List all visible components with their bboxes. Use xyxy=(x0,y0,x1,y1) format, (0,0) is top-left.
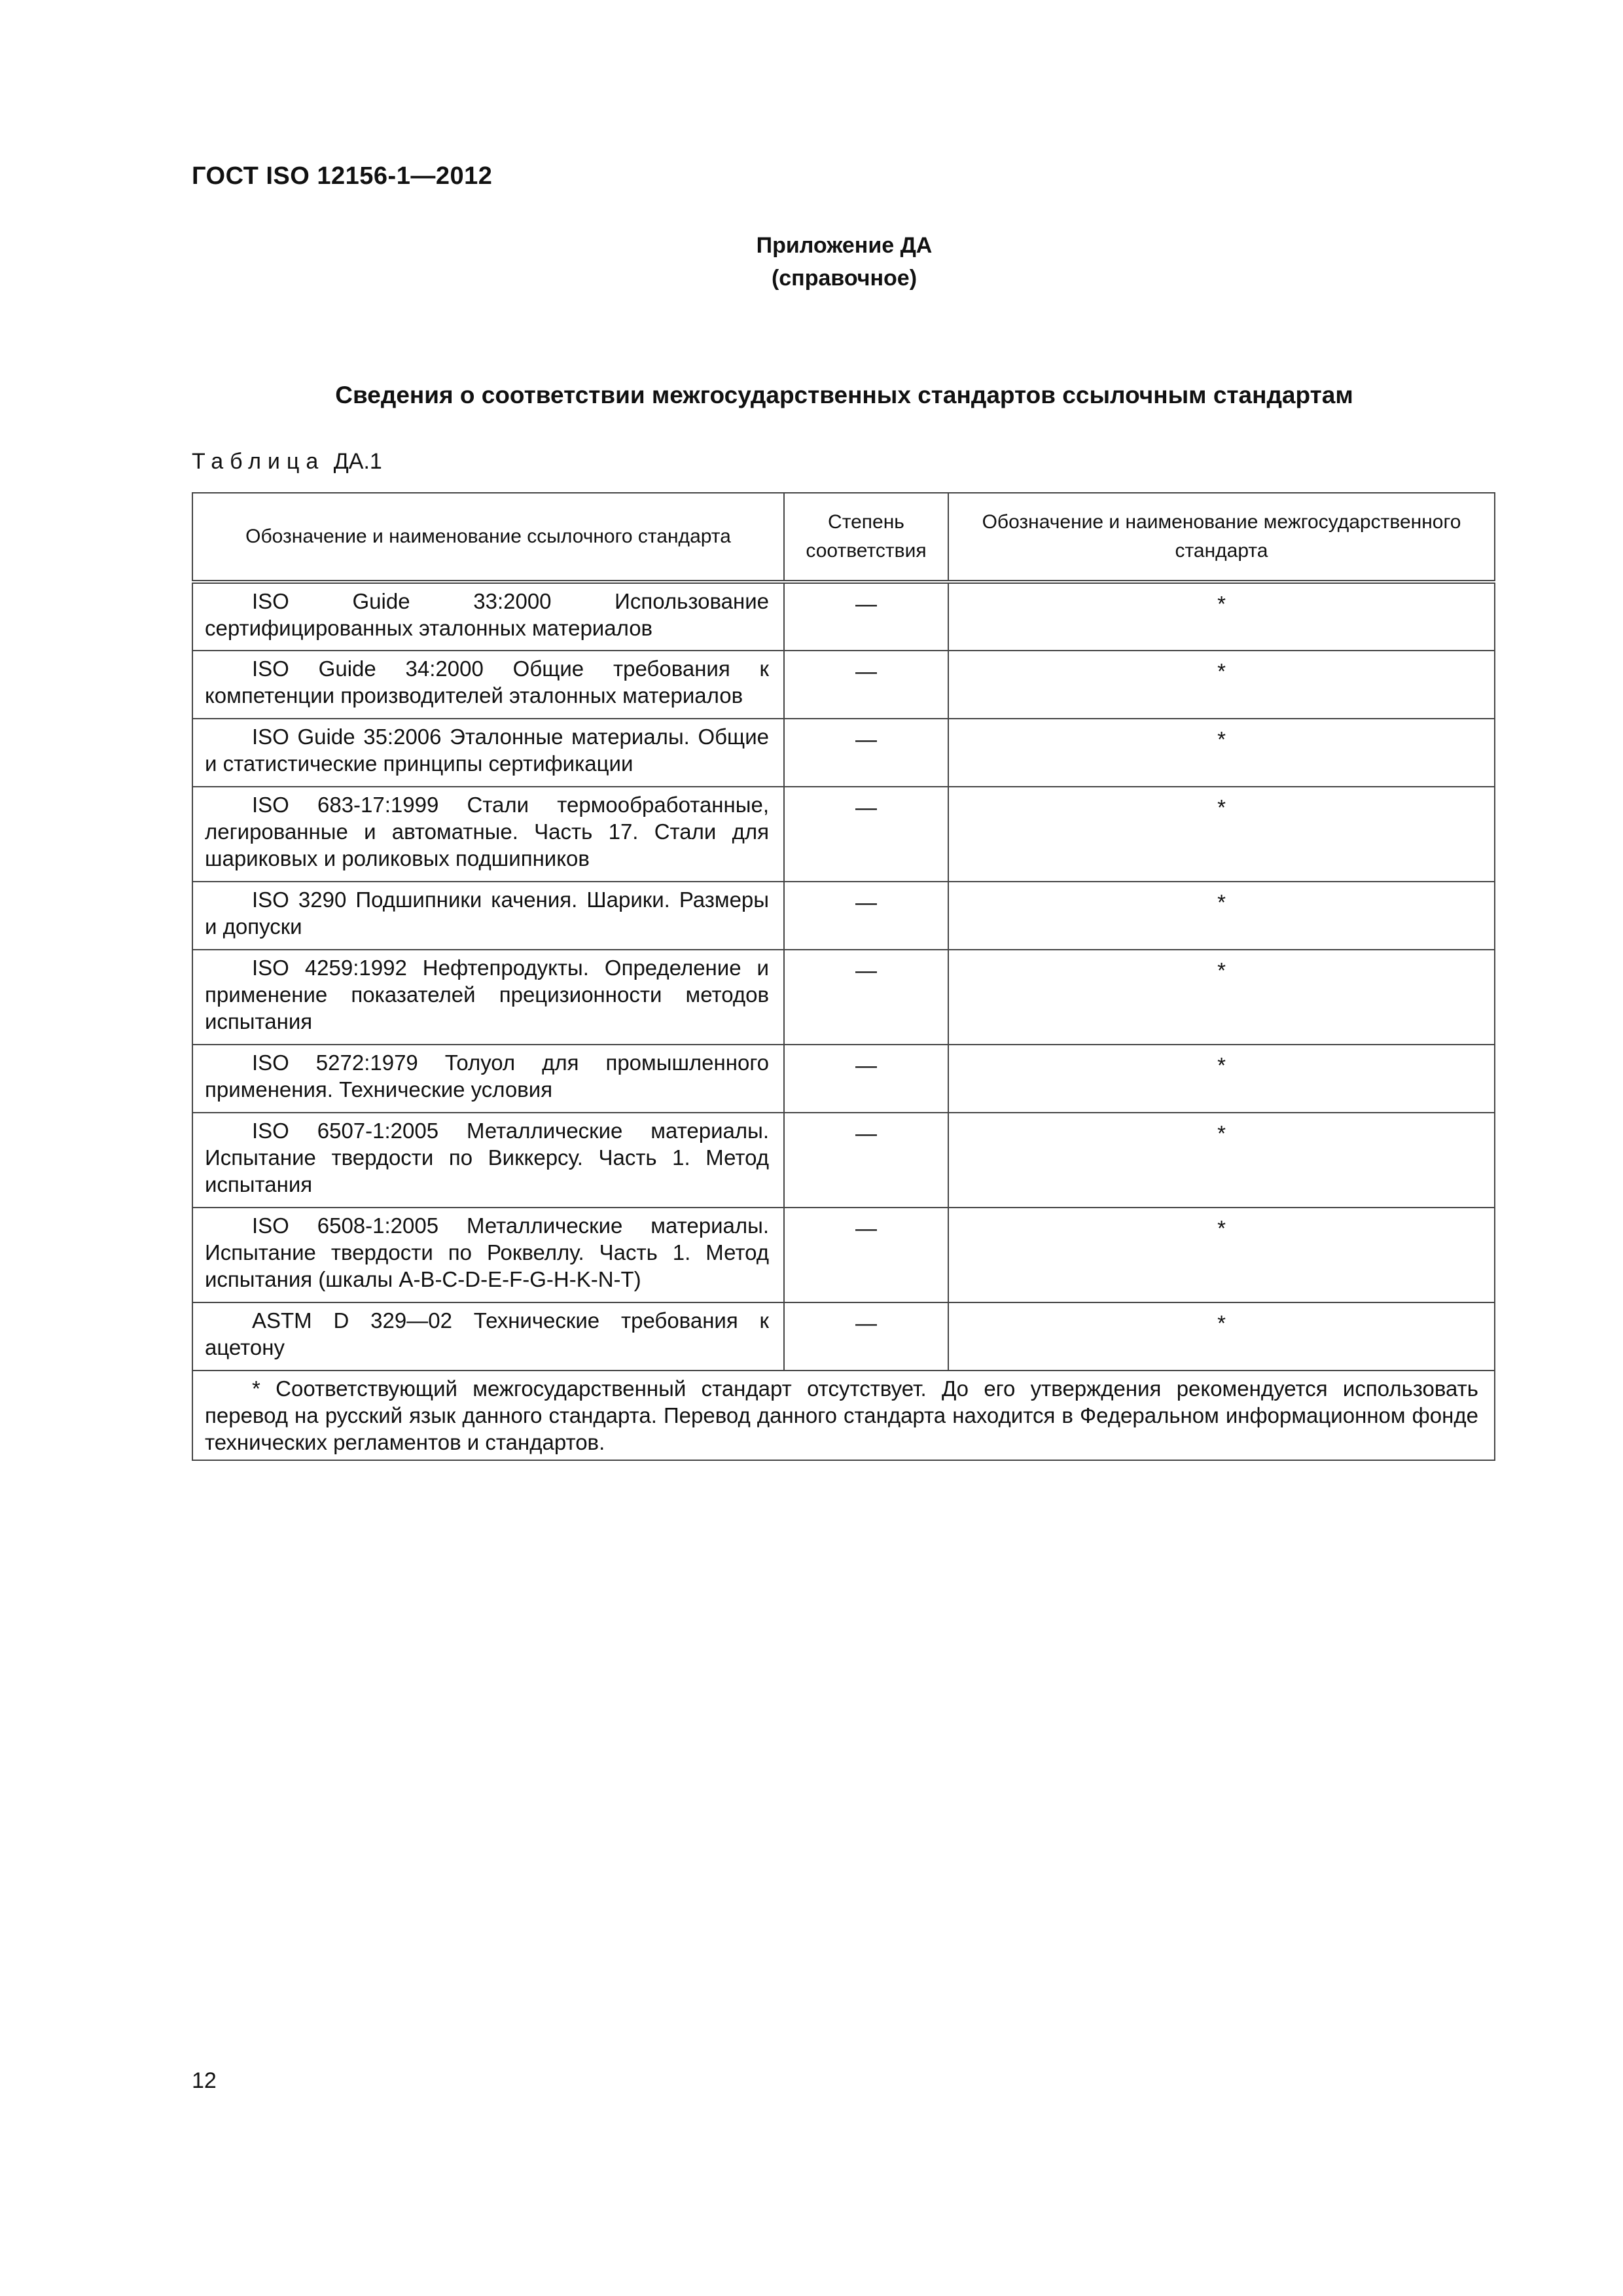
interstate-standard-cell: * xyxy=(948,882,1495,950)
page-number: 12 xyxy=(192,2068,217,2093)
degree-cell: — xyxy=(784,1113,948,1208)
table-caption-word: Таблица xyxy=(192,449,325,474)
appendix-title: Приложение ДА xyxy=(756,233,933,258)
degree-cell: — xyxy=(784,719,948,787)
reference-standard-cell: ISO 3290 Подшипники качения. Шарики. Размеры и допуски xyxy=(192,882,784,950)
table-row xyxy=(192,787,1495,882)
interstate-standard-cell: * xyxy=(948,582,1495,651)
table-row xyxy=(192,719,1495,787)
column-header-degree: Степень соответствия xyxy=(784,493,948,582)
interstate-standard-cell: * xyxy=(948,1302,1495,1371)
reference-standard-cell: ISO 6507-1:2005 Металлические материалы. Испытание твердости по Виккерсу. Часть 1. Метод испытания xyxy=(192,1113,784,1208)
interstate-standard-cell: * xyxy=(948,651,1495,719)
interstate-standard-cell: * xyxy=(948,950,1495,1045)
table-header-row xyxy=(192,493,1495,582)
interstate-standard-cell: * xyxy=(948,719,1495,787)
section-title: Сведения о соответствии межгосударственных стандартов ссылочным стандартам xyxy=(335,382,1353,408)
degree-cell: — xyxy=(784,651,948,719)
degree-cell: — xyxy=(784,1045,948,1113)
table-caption-number: ДА.1 xyxy=(333,449,382,474)
interstate-standard-cell: * xyxy=(948,787,1495,882)
reference-standard-cell: ISO 4259:1992 Нефтепродукты. Определение и применение показателей прецизионности методов испытания xyxy=(192,950,784,1045)
document-number: ГОСТ ISO 12156-1—2012 xyxy=(192,162,493,190)
reference-standard-cell: ISO Guide 33:2000 Использование сертифицированных эталонных материалов xyxy=(192,582,784,651)
interstate-standard-cell: * xyxy=(948,1113,1495,1208)
appendix-type: (справочное) xyxy=(771,266,918,291)
table-row xyxy=(192,950,1495,1045)
table-row xyxy=(192,1113,1495,1208)
table-row xyxy=(192,651,1495,719)
interstate-standard-cell: * xyxy=(948,1208,1495,1302)
table-row xyxy=(192,882,1495,950)
table-row xyxy=(192,1302,1495,1371)
table-row xyxy=(192,1208,1495,1302)
reference-standard-cell: ISO 5272:1979 Толуол для промышленного применения. Технические условия xyxy=(192,1045,784,1113)
degree-cell: — xyxy=(784,950,948,1045)
table-row xyxy=(192,1045,1495,1113)
reference-standard-cell: ISO Guide 35:2006 Эталонные материалы. Общие и статистические принципы сертификации xyxy=(192,719,784,787)
table-footnote: * Соответствующий межгосударственный стандарт отсутствует. До его утверждения рекомендуется использовать перевод на русский язык данного стандарта. Перевод данного стандарта находится в Федеральном информационном фонде технических регламентов и стандартов. xyxy=(192,1371,1495,1460)
reference-standards-table xyxy=(192,492,1495,1461)
table-caption xyxy=(192,449,382,475)
interstate-standard-cell: * xyxy=(948,1045,1495,1113)
degree-cell: — xyxy=(784,582,948,651)
reference-standard-cell: ISO 6508-1:2005 Металлические материалы. Испытание твердости по Роквеллу. Часть 1. Метод испытания (шкалы A-B-C-D-E-F-G-H-K-N-T) xyxy=(192,1208,784,1302)
reference-standard-cell: ISO Guide 34:2000 Общие требования к компетенции производителей эталонных материалов xyxy=(192,651,784,719)
degree-cell: — xyxy=(784,787,948,882)
appendix-heading xyxy=(681,229,1008,295)
degree-cell: — xyxy=(784,1208,948,1302)
column-header-reference: Обозначение и наименование ссылочного стандарта xyxy=(192,493,784,582)
degree-cell: — xyxy=(784,882,948,950)
column-header-interstate: Обозначение и наименование межгосударственного стандарта xyxy=(948,493,1495,582)
table-row xyxy=(192,582,1495,651)
degree-cell: — xyxy=(784,1302,948,1371)
reference-standard-cell: ISO 683-17:1999 Стали термообработанные, легированные и автоматные. Часть 17. Стали для шариковых и роликовых подшипников xyxy=(192,787,784,882)
table-footnote-row xyxy=(192,1371,1495,1460)
reference-standard-cell: ASTM D 329—02 Технические требования к ацетону xyxy=(192,1302,784,1371)
